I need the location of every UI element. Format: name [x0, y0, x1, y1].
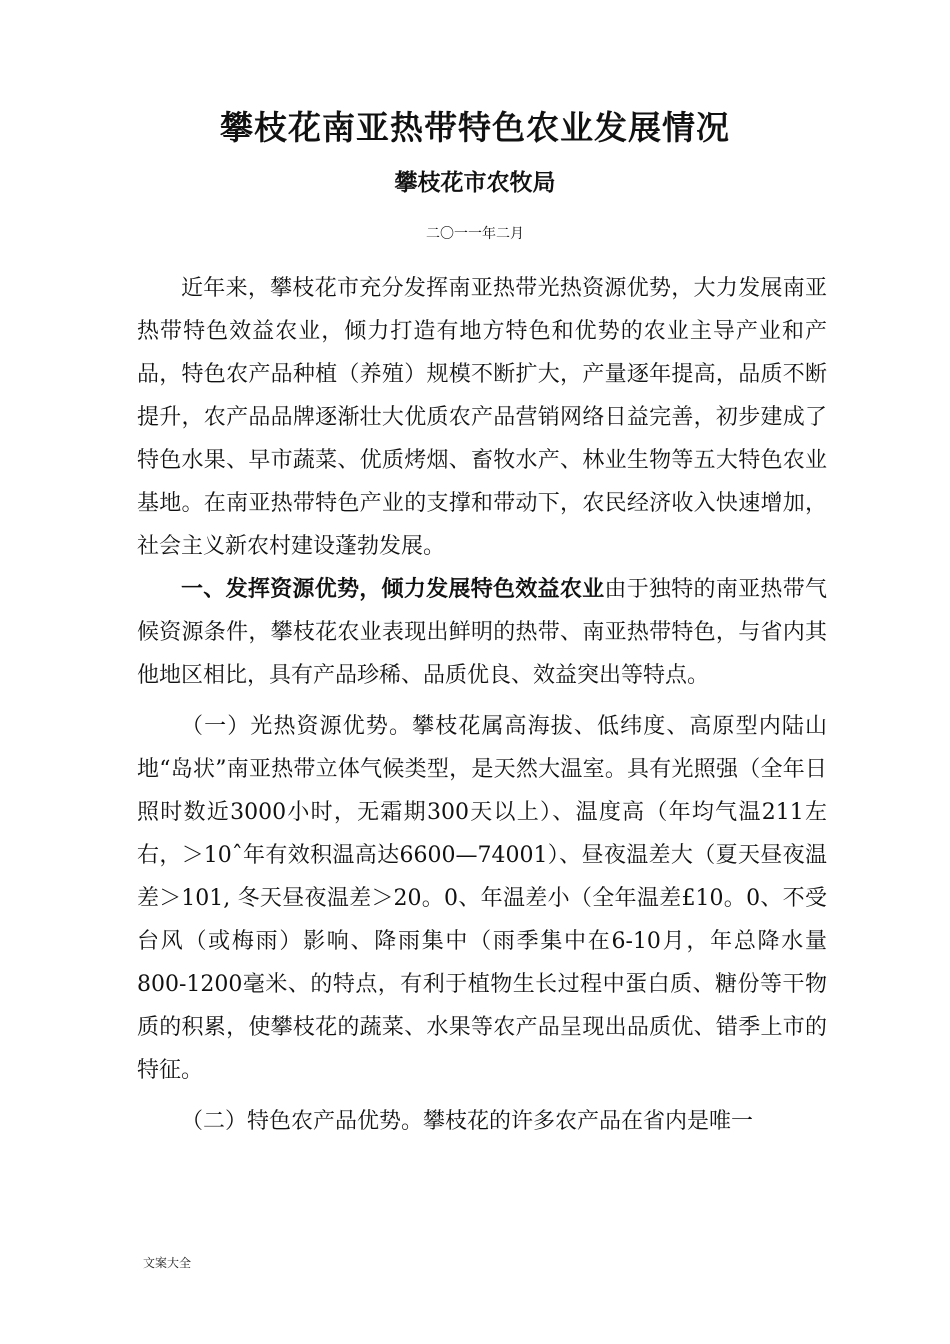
paragraph-intro: 近年来，攀枝花市充分发挥南亚热带光热资源优势，大力发展南亚热带特色效益农业，倾力打造有地方特色和优势的农业主导产业和产品，特色农产品种植（养殖）规模不断扩大，产量逐年提高，品质不断提升，农产品品牌逐渐壮大优质农产品营销网络日益完善，初步建成了特色水果、早市蔬菜、优质烤烟、畜牧水产、林业生物等五大特色农业基地。在南亚热带特色产业的支撑和带动下，农民经济收入快速增加，社会主义新农村建设蓬勃发展。 [137, 276, 827, 559]
paragraph-section-one [137, 568, 827, 697]
document-title: 攀枝花南亚热带特色农业发展情况 [220, 108, 730, 147]
paragraph-climate: （一）光热资源优势。攀枝花属高海拔、低纬度、高原型内陆山地“岛状”南亚热带立体气候类型，是天然大温室。具有光照强（全年日照时数近3000小时，无霜期300天以上）、温度高（年均气温211左右，＞10ˆ年有效积温高达6600—74001）、昼夜温差大（夏天昼夜温差＞101, 冬天昼夜温差＞20。0、年温差小（全年温差£10。0、不受台风（或梅雨）影响、降雨集中（雨季集中在6-10月，年总降水量800-1200毫米、的特点，有利于植物生长过程中蛋白质、糖份等干物质的积累，使攀枝花的蔬菜、水果等农产品呈现出品质优、错季上市的特征。 [137, 714, 827, 1083]
document-author: 攀枝花市农牧局 [394, 170, 556, 196]
paragraph-section-one-text: 由于独特的南亚热带气候资源条件，攀枝花农业表现出鲜明的热带、南亚热带特色，与省内其他地区相比，具有产品珍稀、品质优良、效益突出等特点。 [137, 577, 827, 688]
document-body [137, 267, 827, 1143]
section-heading: 一、发挥资源优势，倾力发展特色效益农业 [181, 577, 605, 602]
document-date: 二〇一一年二月 [426, 226, 524, 242]
paragraph-products: （二）特色农产品优势。攀枝花的许多农产品在省内是唯一 [181, 1109, 754, 1134]
footer-mark: 文案大全 [143, 1256, 192, 1270]
